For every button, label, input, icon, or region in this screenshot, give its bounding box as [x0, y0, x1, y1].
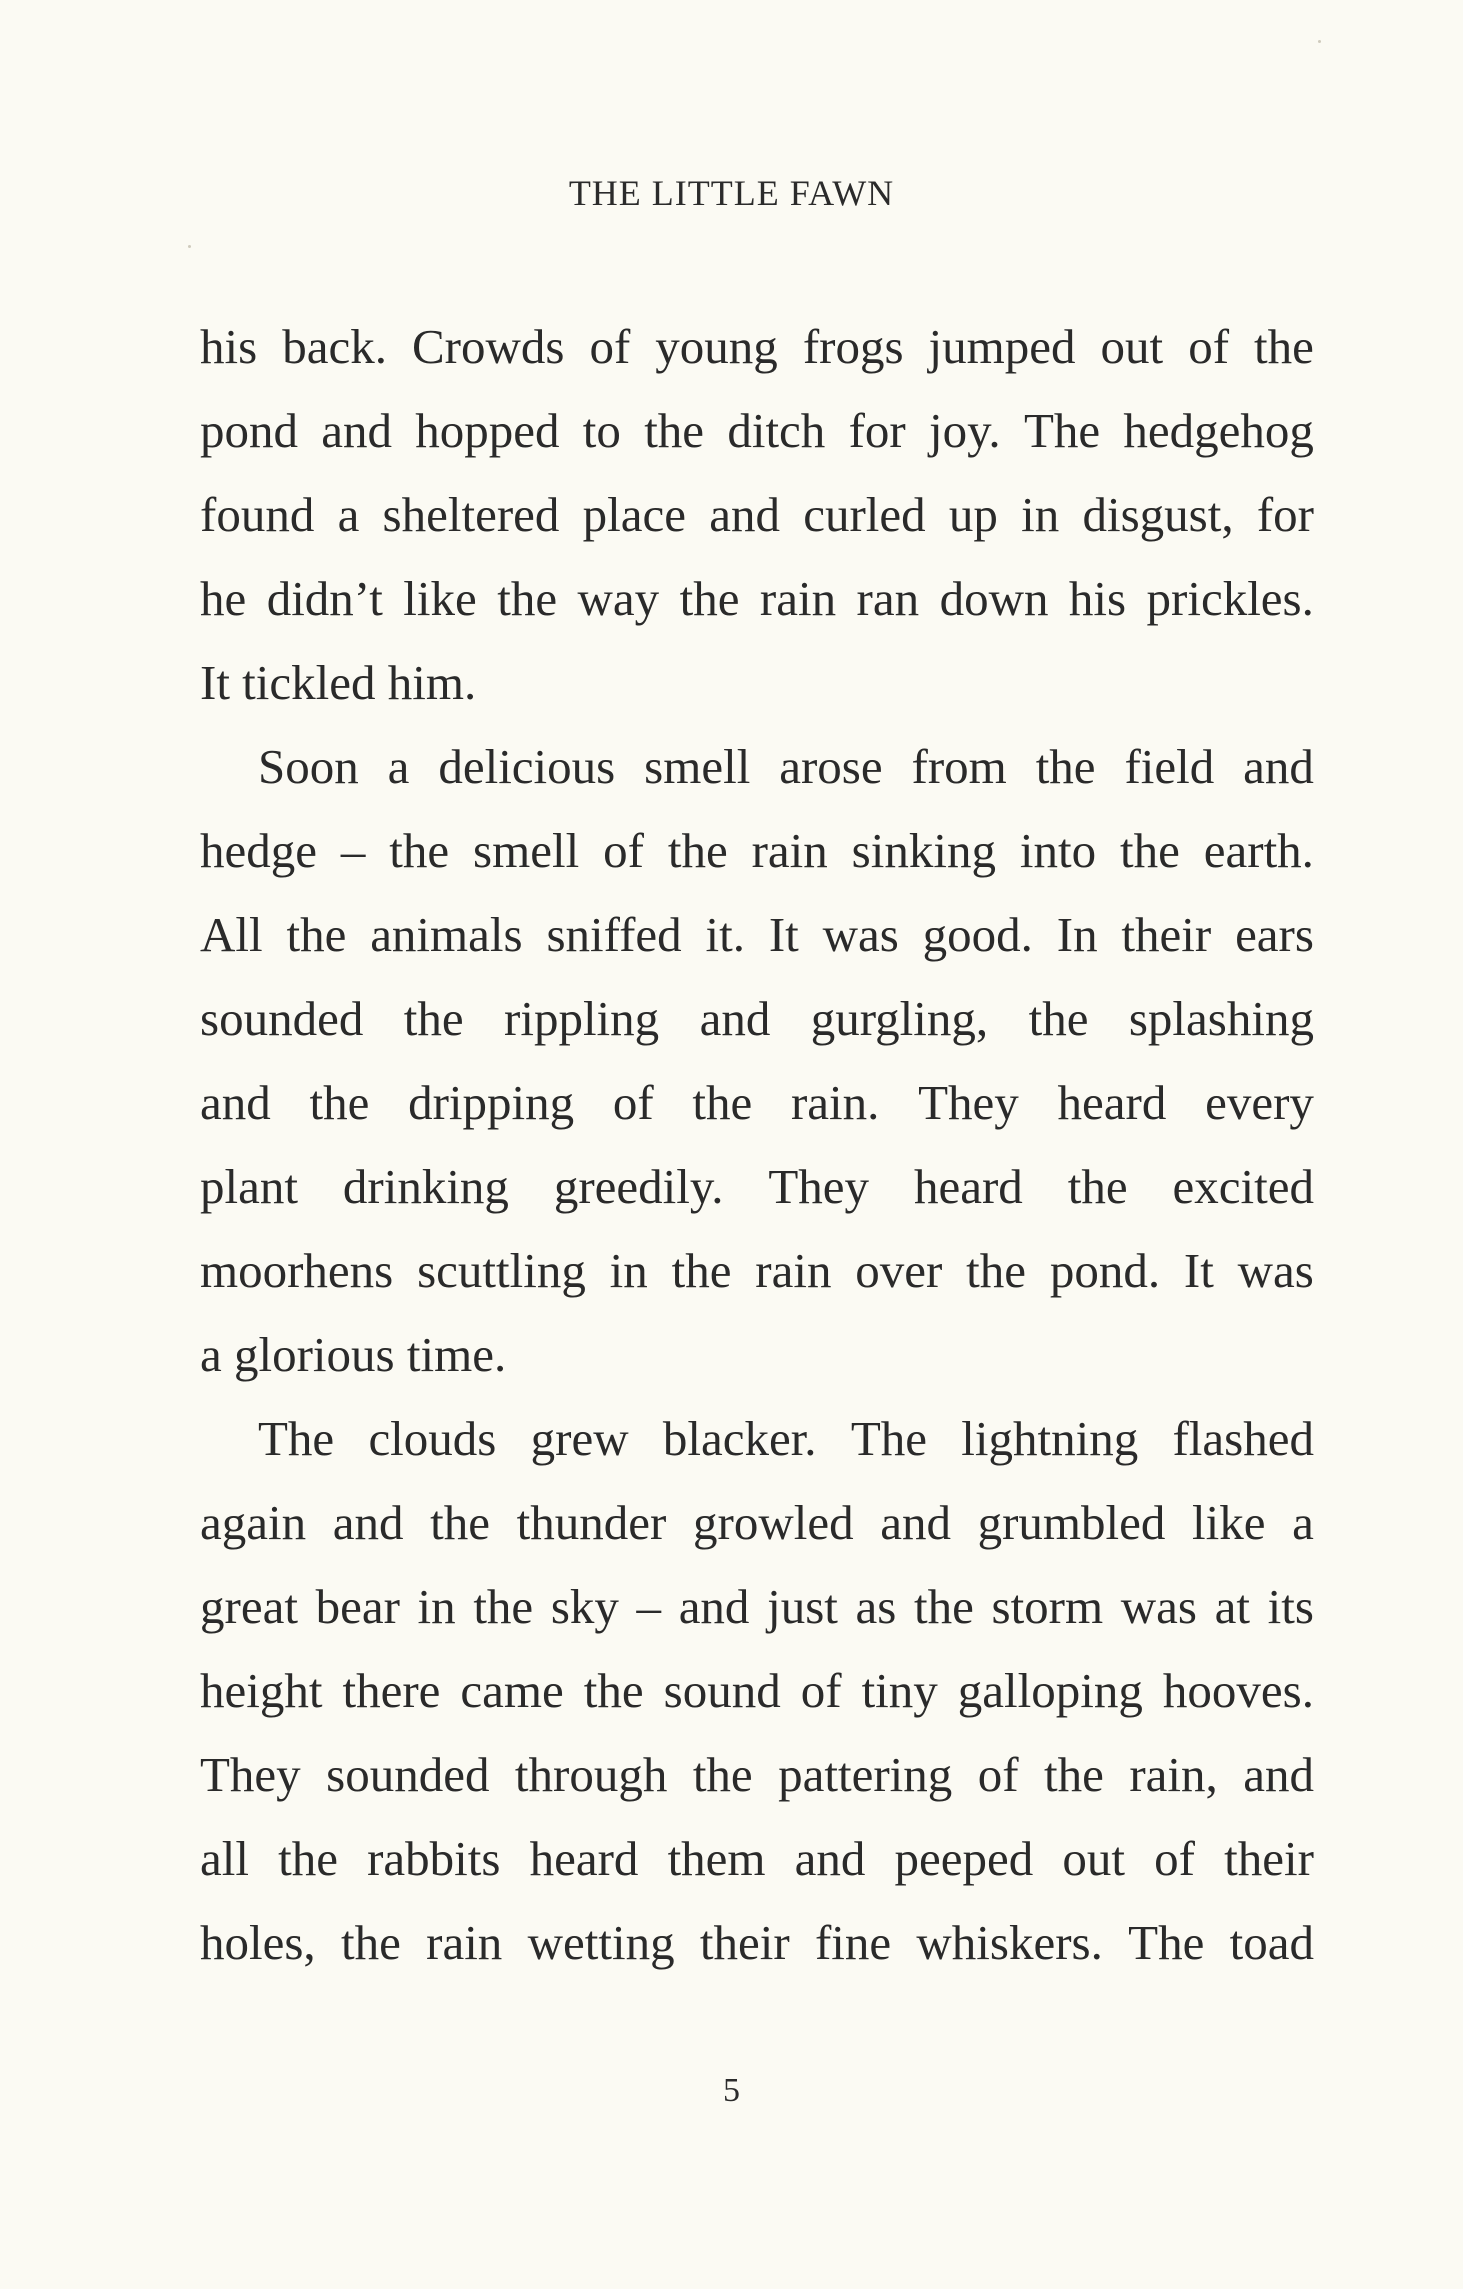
word: the [340, 1915, 401, 1970]
word: ditch [727, 403, 826, 458]
text-line [200, 305, 1314, 389]
word: back. [282, 319, 387, 374]
word: hedgehog [1123, 403, 1314, 458]
word: and [678, 1579, 750, 1634]
word: the [1028, 991, 1089, 1046]
word: disgust, [1082, 487, 1234, 542]
word: the [473, 1579, 534, 1634]
word: rain. [790, 1075, 880, 1130]
word: his [200, 319, 258, 374]
word: the [497, 571, 558, 626]
word: smell [473, 823, 580, 878]
word: came [460, 1663, 564, 1718]
word: a [1292, 1495, 1314, 1550]
word: down [939, 571, 1049, 626]
word: wetting [527, 1915, 675, 1970]
word: and [699, 991, 771, 1046]
word: the [692, 1747, 753, 1802]
word: was [1120, 1579, 1197, 1634]
word: his [1068, 571, 1127, 626]
text-line [200, 809, 1314, 893]
word: sheltered [382, 487, 560, 542]
word: It [1183, 1243, 1214, 1298]
word: pond. [1049, 1243, 1161, 1298]
word: excited [1172, 1159, 1314, 1214]
word: and [794, 1831, 866, 1886]
word: every [1205, 1075, 1314, 1130]
word: ears [1235, 907, 1314, 962]
word: thunder [516, 1495, 667, 1550]
word: sniffed [546, 907, 682, 962]
word: animals [370, 907, 523, 962]
word: the [278, 1831, 338, 1886]
word: and [1243, 739, 1314, 794]
text-line [200, 473, 1314, 557]
word: the [692, 1075, 753, 1130]
text-line [200, 893, 1314, 977]
word: heard [529, 1831, 639, 1886]
word: from [911, 739, 1007, 794]
word: in [1021, 487, 1060, 542]
word: through [514, 1747, 668, 1802]
word: found [200, 487, 315, 542]
word: the [1035, 739, 1096, 794]
body-text [200, 305, 1314, 1985]
word: The [1128, 1915, 1205, 1970]
word: there [342, 1663, 441, 1718]
word: for [1256, 487, 1314, 542]
word: of [612, 1075, 654, 1130]
word: the [1254, 319, 1314, 374]
word: They [918, 1075, 1019, 1130]
word: them [667, 1831, 766, 1886]
word: for [848, 403, 906, 458]
word: sounded [200, 991, 364, 1046]
word: lightning [961, 1411, 1139, 1466]
word: Soon [258, 739, 359, 794]
paper-speck [188, 245, 191, 248]
word: a [387, 739, 410, 794]
word: toad [1229, 1915, 1314, 1970]
word: he [200, 571, 247, 626]
word: earth. [1203, 823, 1314, 878]
word: They [768, 1159, 870, 1214]
word: the [309, 1075, 370, 1130]
word: growled [693, 1495, 854, 1550]
word: heard [913, 1159, 1023, 1214]
word: scuttling [417, 1243, 586, 1298]
word: sinking [851, 823, 996, 878]
word: flashed [1172, 1411, 1314, 1466]
word: of [1188, 319, 1230, 374]
word: the [913, 1579, 974, 1634]
word: hedge [200, 823, 317, 878]
word: into [1019, 823, 1097, 878]
word: rain [426, 1915, 503, 1970]
word: and [880, 1495, 951, 1550]
word: the [679, 571, 740, 626]
text-line [200, 1817, 1314, 1901]
word: heard [1057, 1075, 1167, 1130]
word: The [258, 1411, 335, 1466]
word: rain [755, 1243, 832, 1298]
text-line [200, 1397, 1314, 1481]
word: field [1124, 739, 1215, 794]
word: their [699, 1915, 790, 1970]
word: They [200, 1747, 301, 1802]
word: the [1044, 1747, 1104, 1802]
word: out [1062, 1831, 1126, 1886]
word: a [337, 487, 360, 542]
word: the [430, 1495, 491, 1550]
word: of [1154, 1831, 1195, 1886]
text-line [200, 1061, 1314, 1145]
word: their [1224, 1831, 1314, 1886]
word: up [948, 487, 998, 542]
word: Crowds [411, 319, 565, 374]
page-number: 5 [723, 2072, 740, 2109]
word: moorhens [200, 1243, 394, 1298]
word: of [589, 319, 631, 374]
text-line [200, 557, 1314, 641]
word: over [855, 1243, 943, 1298]
word: sky [550, 1579, 619, 1634]
word: In [1056, 907, 1098, 962]
word: prickles. [1146, 571, 1314, 626]
word: was [1237, 1243, 1314, 1298]
word: rippling [504, 991, 660, 1046]
word: sounded [326, 1747, 490, 1802]
word: and [200, 1075, 271, 1130]
word: hopped [415, 403, 560, 458]
text-line [200, 977, 1314, 1061]
word: sound [663, 1663, 781, 1718]
word: rabbits [367, 1831, 501, 1886]
word: as [855, 1579, 897, 1634]
word: the [403, 991, 464, 1046]
word: frogs [802, 319, 904, 374]
text-line [200, 1481, 1314, 1565]
word: splashing [1128, 991, 1314, 1046]
word: delicious [438, 739, 616, 794]
word: the [1067, 1159, 1128, 1214]
word: The [1023, 403, 1101, 458]
word: and [321, 403, 393, 458]
word: the [671, 1243, 732, 1298]
word: It [768, 907, 799, 962]
word: like [403, 571, 477, 626]
paper-speck [1318, 40, 1321, 43]
word: in [609, 1243, 648, 1298]
word: curled [803, 487, 926, 542]
word: whiskers. [916, 1915, 1103, 1970]
word: pattering [778, 1747, 953, 1802]
text-line [200, 1901, 1314, 1985]
text-line [200, 389, 1314, 473]
word: good. [922, 907, 1033, 962]
word: great [200, 1579, 298, 1634]
word: rain [759, 571, 837, 626]
word: like [1192, 1495, 1266, 1550]
word: – [340, 823, 366, 878]
word: the [644, 403, 705, 458]
word: way [577, 571, 660, 626]
word: to [582, 403, 621, 458]
word: rain, [1129, 1747, 1218, 1802]
word: tiny [861, 1663, 938, 1718]
text-line [200, 1649, 1314, 1733]
word: greedily. [553, 1159, 724, 1214]
word: fine [814, 1915, 892, 1970]
text-line: It tickled him. [200, 655, 477, 710]
word: arose [779, 739, 883, 794]
text-line [200, 1145, 1314, 1229]
running-title: THE LITTLE FAWN [568, 173, 895, 213]
word: holes, [200, 1915, 316, 1970]
word: the [966, 1243, 1027, 1298]
word: plant [200, 1159, 298, 1214]
word: storm [991, 1579, 1104, 1634]
word: drinking [342, 1159, 509, 1214]
word: peeped [894, 1831, 1034, 1886]
word: The [850, 1411, 927, 1466]
word: bear [315, 1579, 400, 1634]
word: hooves. [1162, 1663, 1314, 1718]
word: grumbled [977, 1495, 1166, 1550]
word: of [603, 823, 644, 878]
word: clouds [368, 1411, 497, 1466]
word: place [582, 487, 686, 542]
text-line [200, 1733, 1314, 1817]
word: all [200, 1831, 249, 1886]
word: in [417, 1579, 456, 1634]
word: gurgling, [810, 991, 989, 1046]
text-line [200, 1229, 1314, 1313]
word: their [1121, 907, 1212, 962]
text-line [200, 725, 1314, 809]
word: its [1267, 1579, 1314, 1634]
word: it. [705, 907, 745, 962]
word: the [583, 1663, 644, 1718]
word: didn’t [266, 571, 383, 626]
word: young [655, 319, 778, 374]
text-line: a glorious time. [200, 1327, 507, 1382]
word: ran [856, 571, 920, 626]
word: the [389, 823, 450, 878]
word: the [667, 823, 728, 878]
word: again [200, 1495, 307, 1550]
word: dripping [408, 1075, 575, 1130]
word: at [1214, 1579, 1250, 1634]
word: pond [200, 403, 298, 458]
word: out [1100, 319, 1164, 374]
word: jumped [928, 319, 1076, 374]
word: smell [644, 739, 751, 794]
text-line [200, 1565, 1314, 1649]
word: rain [751, 823, 828, 878]
word: was [822, 907, 899, 962]
word: of [800, 1663, 842, 1718]
word: and [709, 487, 780, 542]
word: – [636, 1579, 662, 1634]
word: galloping [957, 1663, 1143, 1718]
word: All [200, 907, 263, 962]
word: the [286, 907, 347, 962]
word: joy. [928, 403, 1001, 458]
word: and [332, 1495, 404, 1550]
word: of [977, 1747, 1019, 1802]
word: and [1243, 1747, 1314, 1802]
word: just [767, 1579, 838, 1634]
word: blacker. [662, 1411, 817, 1466]
word: the [1119, 823, 1180, 878]
word: height [200, 1663, 323, 1718]
word: grew [530, 1411, 629, 1466]
